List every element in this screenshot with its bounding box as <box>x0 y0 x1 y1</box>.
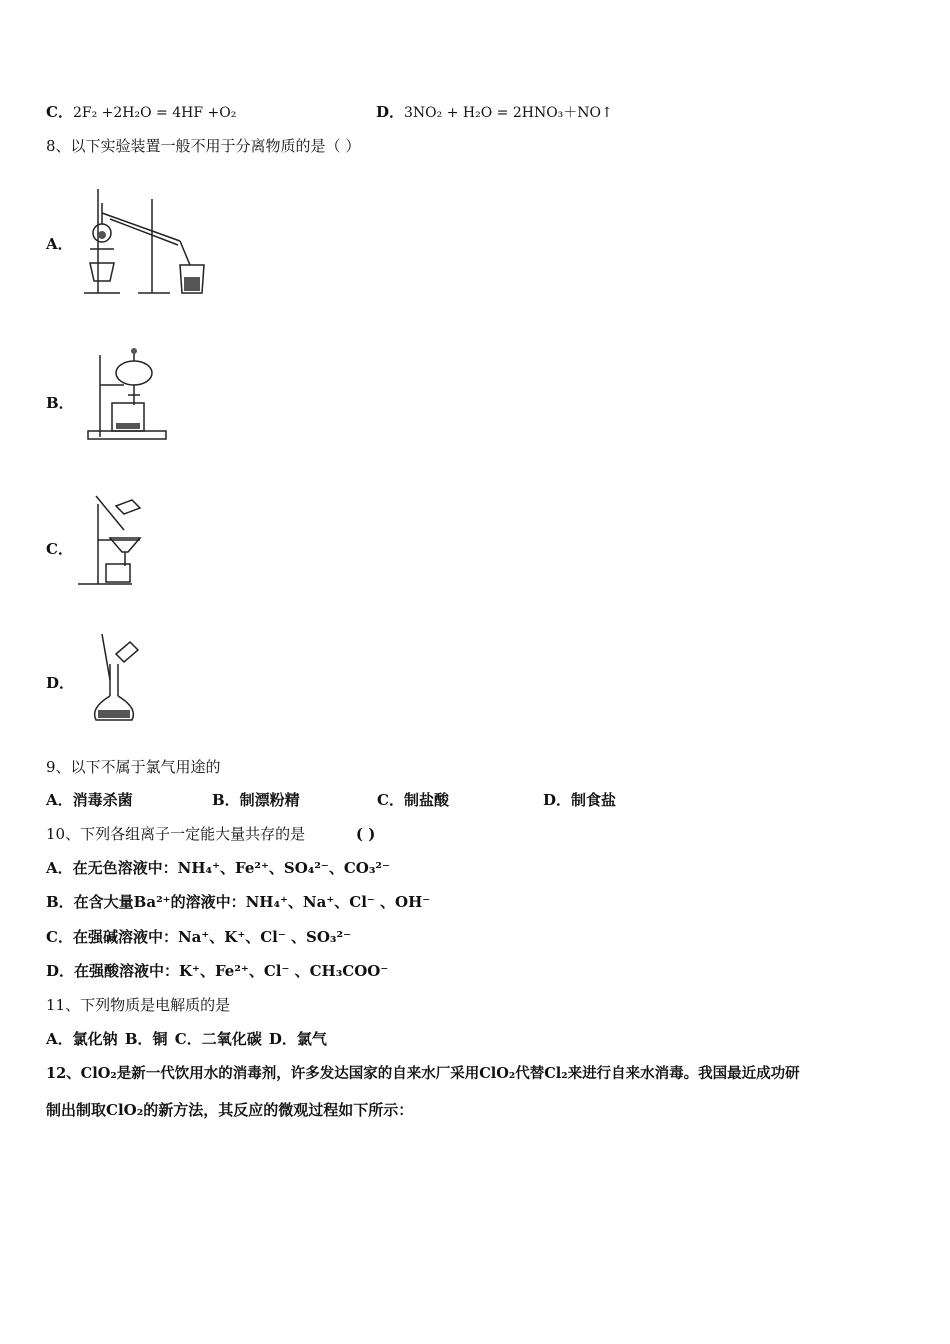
q8-d-label: D． <box>46 674 75 692</box>
volumetric-flask-figure[interactable] <box>86 630 146 730</box>
q10-stem-line <box>46 824 375 844</box>
distillation-drawing <box>80 185 210 297</box>
filtration-apparatus-figure[interactable] <box>76 490 156 590</box>
q10-option-b[interactable]: B．在含大量Ba²⁺的溶液中：NH₄⁺、Na⁺、Cl⁻ 、OH⁻ <box>46 893 431 911</box>
q10-option-a[interactable]: A．在无色溶液中：NH₄⁺、Fe²⁺、SO₄²⁻、CO₃²⁻ <box>46 859 390 877</box>
q9-options <box>46 790 616 810</box>
q10-option-c[interactable]: C．在强碱溶液中：Na⁺、K⁺、Cl⁻ 、SO₃²⁻ <box>46 928 351 946</box>
q7-d-equation: 3NO₂ + H₂O = 2HNO₃＋NO↑ <box>404 105 613 121</box>
separatory-funnel-drawing <box>84 345 174 445</box>
q9-option-b[interactable]: B．制漂粉精 <box>212 791 300 809</box>
q10-option-d[interactable]: D．在强酸溶液中：K⁺、Fe²⁺、Cl⁻ 、CH₃COO⁻ <box>46 962 389 980</box>
q10-stem: 10、下列各组离子一定能大量共存的是 <box>46 825 306 843</box>
q9-option-a[interactable]: A．消毒杀菌 <box>46 791 133 809</box>
q8-a-label: A． <box>46 235 73 253</box>
q7-c-label: C． <box>46 103 73 121</box>
q9-option-c[interactable]: C．制盐酸 <box>377 791 449 809</box>
q7-option-d <box>376 102 613 123</box>
distillation-apparatus-figure[interactable] <box>80 185 210 297</box>
q12-line1: 12、ClO₂是新一代饮用水的消毒剂，许多发达国家的自来水厂采用ClO₂代替Cl₂来进行自来水消毒。我国最近成功研 <box>46 1065 800 1082</box>
separatory-funnel-figure[interactable] <box>84 345 174 445</box>
q8-c-label: C． <box>46 540 73 558</box>
q7-options <box>46 102 236 123</box>
q9-option-d[interactable]: D．制食盐 <box>543 791 617 809</box>
q8-b-label: B． <box>46 394 74 412</box>
q8-stem: 8、以下实验装置一般不用于分离物质的是（ ） <box>46 137 361 155</box>
q7-d-label: D． <box>376 103 405 121</box>
q9-stem: 9、以下不属于氯气用途的 <box>46 758 221 776</box>
q7-c-equation: 2F₂ +2H₂O = 4HF +O₂ <box>72 105 237 121</box>
q11-options[interactable]: A．氯化钠 B．铜 C．二氧化碳 D．氯气 <box>46 1030 327 1048</box>
q11-stem: 11、下列物质是电解质的是 <box>46 996 231 1014</box>
filtration-drawing <box>76 490 156 590</box>
q12-line2: 制出制取ClO₂的新方法，其反应的微观过程如下所示： <box>46 1101 414 1119</box>
volumetric-flask-drawing <box>86 630 146 730</box>
q10-answer-paren: ( ) <box>355 825 376 843</box>
